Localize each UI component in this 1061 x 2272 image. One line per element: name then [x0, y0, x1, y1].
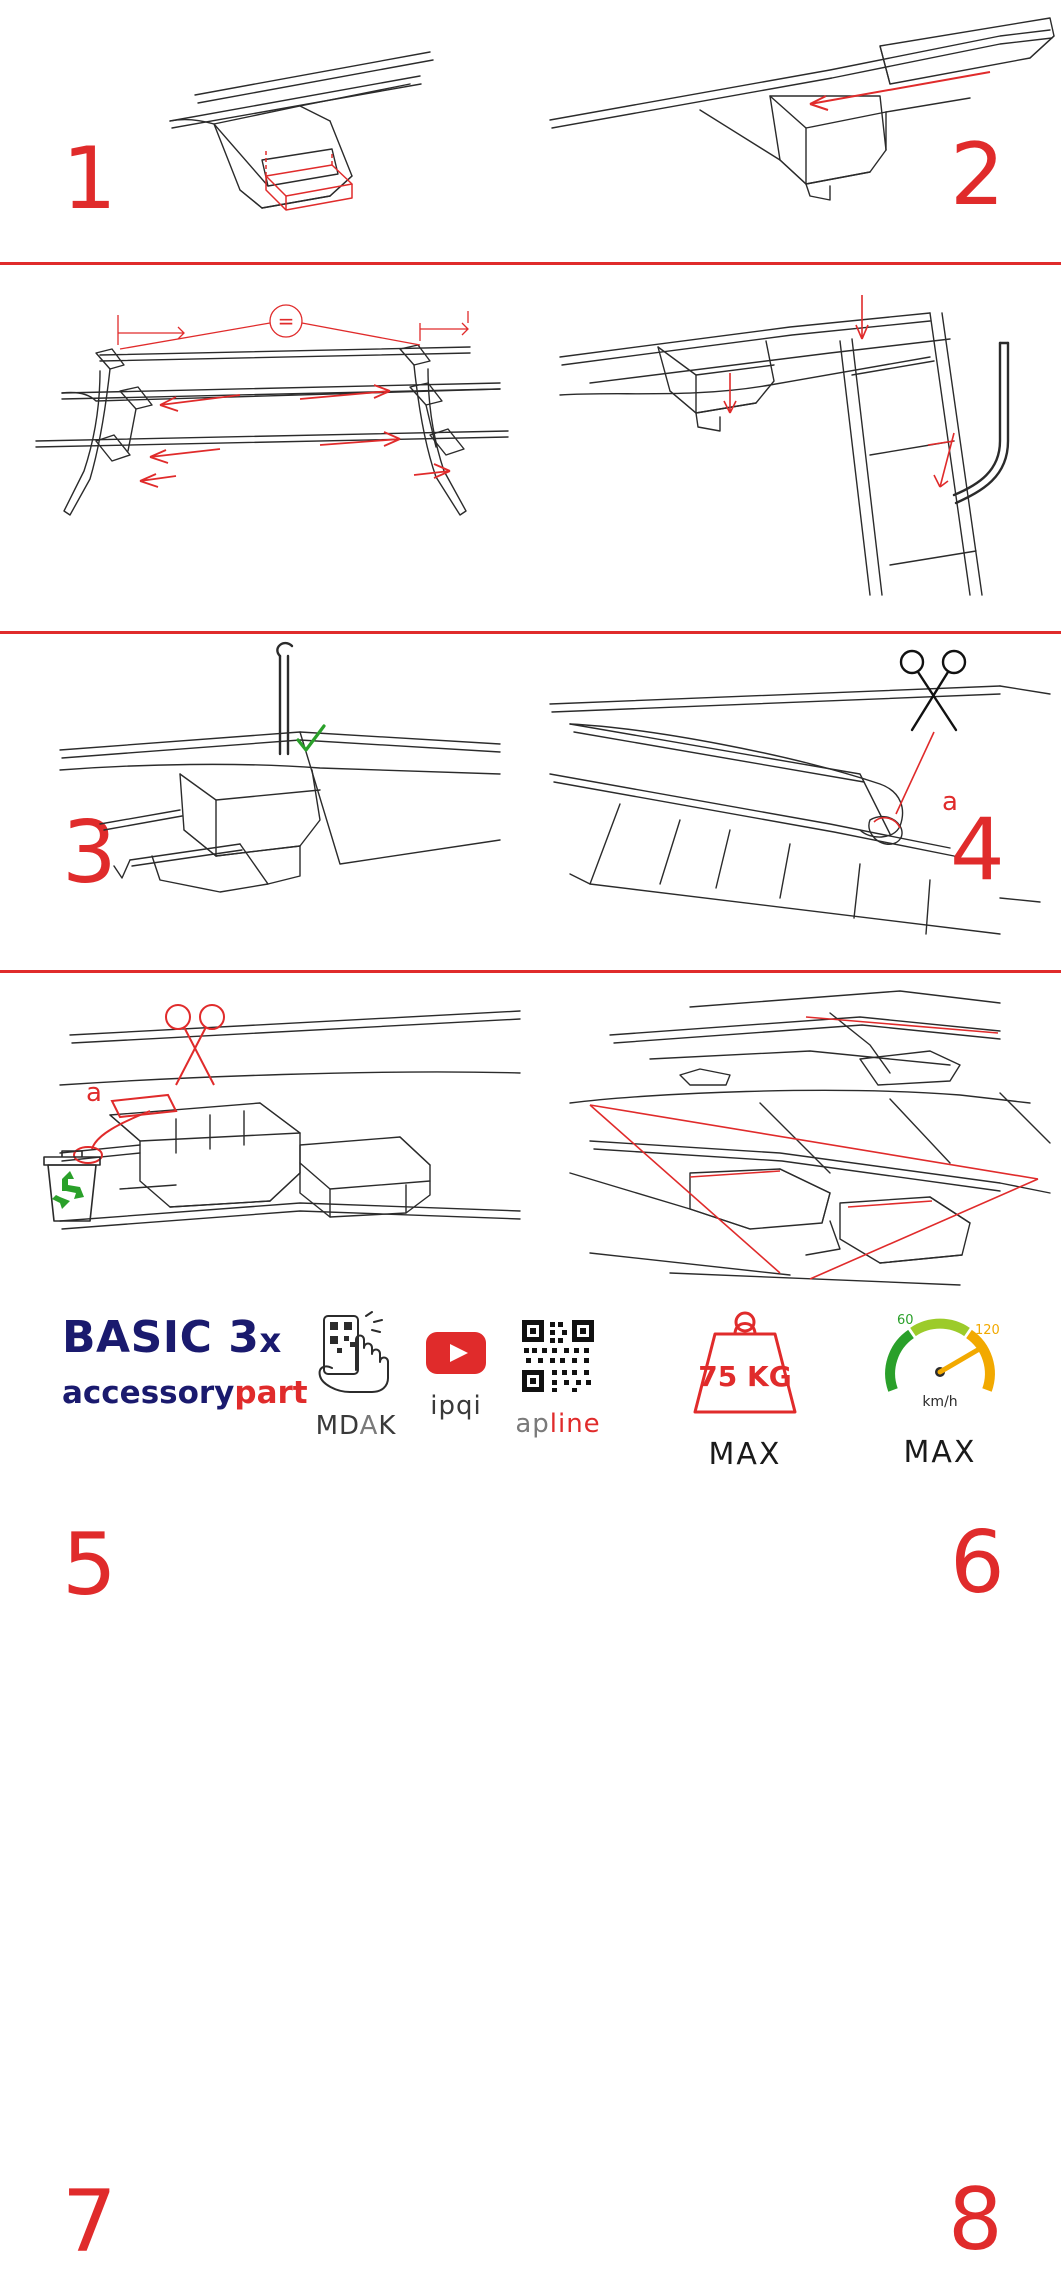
max-speed-caption: MAX	[903, 1435, 977, 1470]
weight-icon	[685, 1302, 805, 1426]
speed-tick-low: 60	[897, 1313, 914, 1328]
step-1-panel	[0, 0, 530, 262]
mdak-caption-c: K	[378, 1411, 397, 1441]
step-4-illustration	[530, 265, 1061, 631]
max-load-caption: MAX	[708, 1437, 782, 1472]
step-2-number: 2	[950, 125, 1005, 225]
step-4-panel	[530, 265, 1061, 900]
step-8-illustration	[530, 973, 1061, 1288]
step-3-panel	[0, 265, 530, 903]
label-a-step6: a	[942, 787, 958, 817]
step-3-number: 3	[62, 803, 117, 903]
mdak-caption-b: A	[359, 1411, 379, 1441]
ipqi-caption: ipqi	[430, 1391, 482, 1421]
speedometer-icon	[875, 1298, 1005, 1424]
mdak-caption-a: MD	[315, 1411, 360, 1441]
apline-caption-b: line	[549, 1409, 601, 1439]
svg-text:=: =	[277, 309, 295, 333]
step-6-illustration	[530, 634, 1061, 970]
company-name-second: part	[234, 1375, 308, 1411]
step-3-illustration	[0, 265, 530, 631]
label-a-step7: a	[86, 1078, 102, 1108]
product-name-text: BASIC 3	[62, 1312, 260, 1363]
step-5-illustration	[0, 634, 530, 970]
apline-caption	[478, 1409, 638, 1439]
product-name-suffix: x	[259, 1321, 282, 1361]
step-4-number: 4	[950, 800, 1005, 900]
apline-logo	[478, 1318, 638, 1439]
hand-scanning-qr-icon	[310, 1310, 402, 1396]
speed-unit: km/h	[922, 1394, 958, 1410]
qr-code-icon	[520, 1318, 596, 1394]
step-6-number: 6	[950, 1513, 1005, 1613]
max-load-group	[660, 1302, 830, 1472]
step-2-panel	[530, 0, 1061, 262]
company-name-first: accessory	[62, 1375, 235, 1411]
step-7-illustration	[0, 973, 530, 1288]
brand-block	[62, 1312, 308, 1411]
company-name	[62, 1375, 308, 1411]
product-name	[62, 1312, 292, 1363]
footer	[0, 1288, 1061, 1500]
speed-tick-high: 120	[975, 1323, 1000, 1338]
step-8-number: 8	[948, 2170, 1003, 2270]
apline-caption-a: ap	[515, 1409, 550, 1439]
max-speed-group	[855, 1298, 1025, 1470]
max-load-value: 75 KG	[698, 1360, 792, 1393]
step-1-number: 1	[62, 129, 117, 229]
step-5-number: 5	[62, 1515, 117, 1615]
step-7-number: 7	[62, 2172, 117, 2272]
